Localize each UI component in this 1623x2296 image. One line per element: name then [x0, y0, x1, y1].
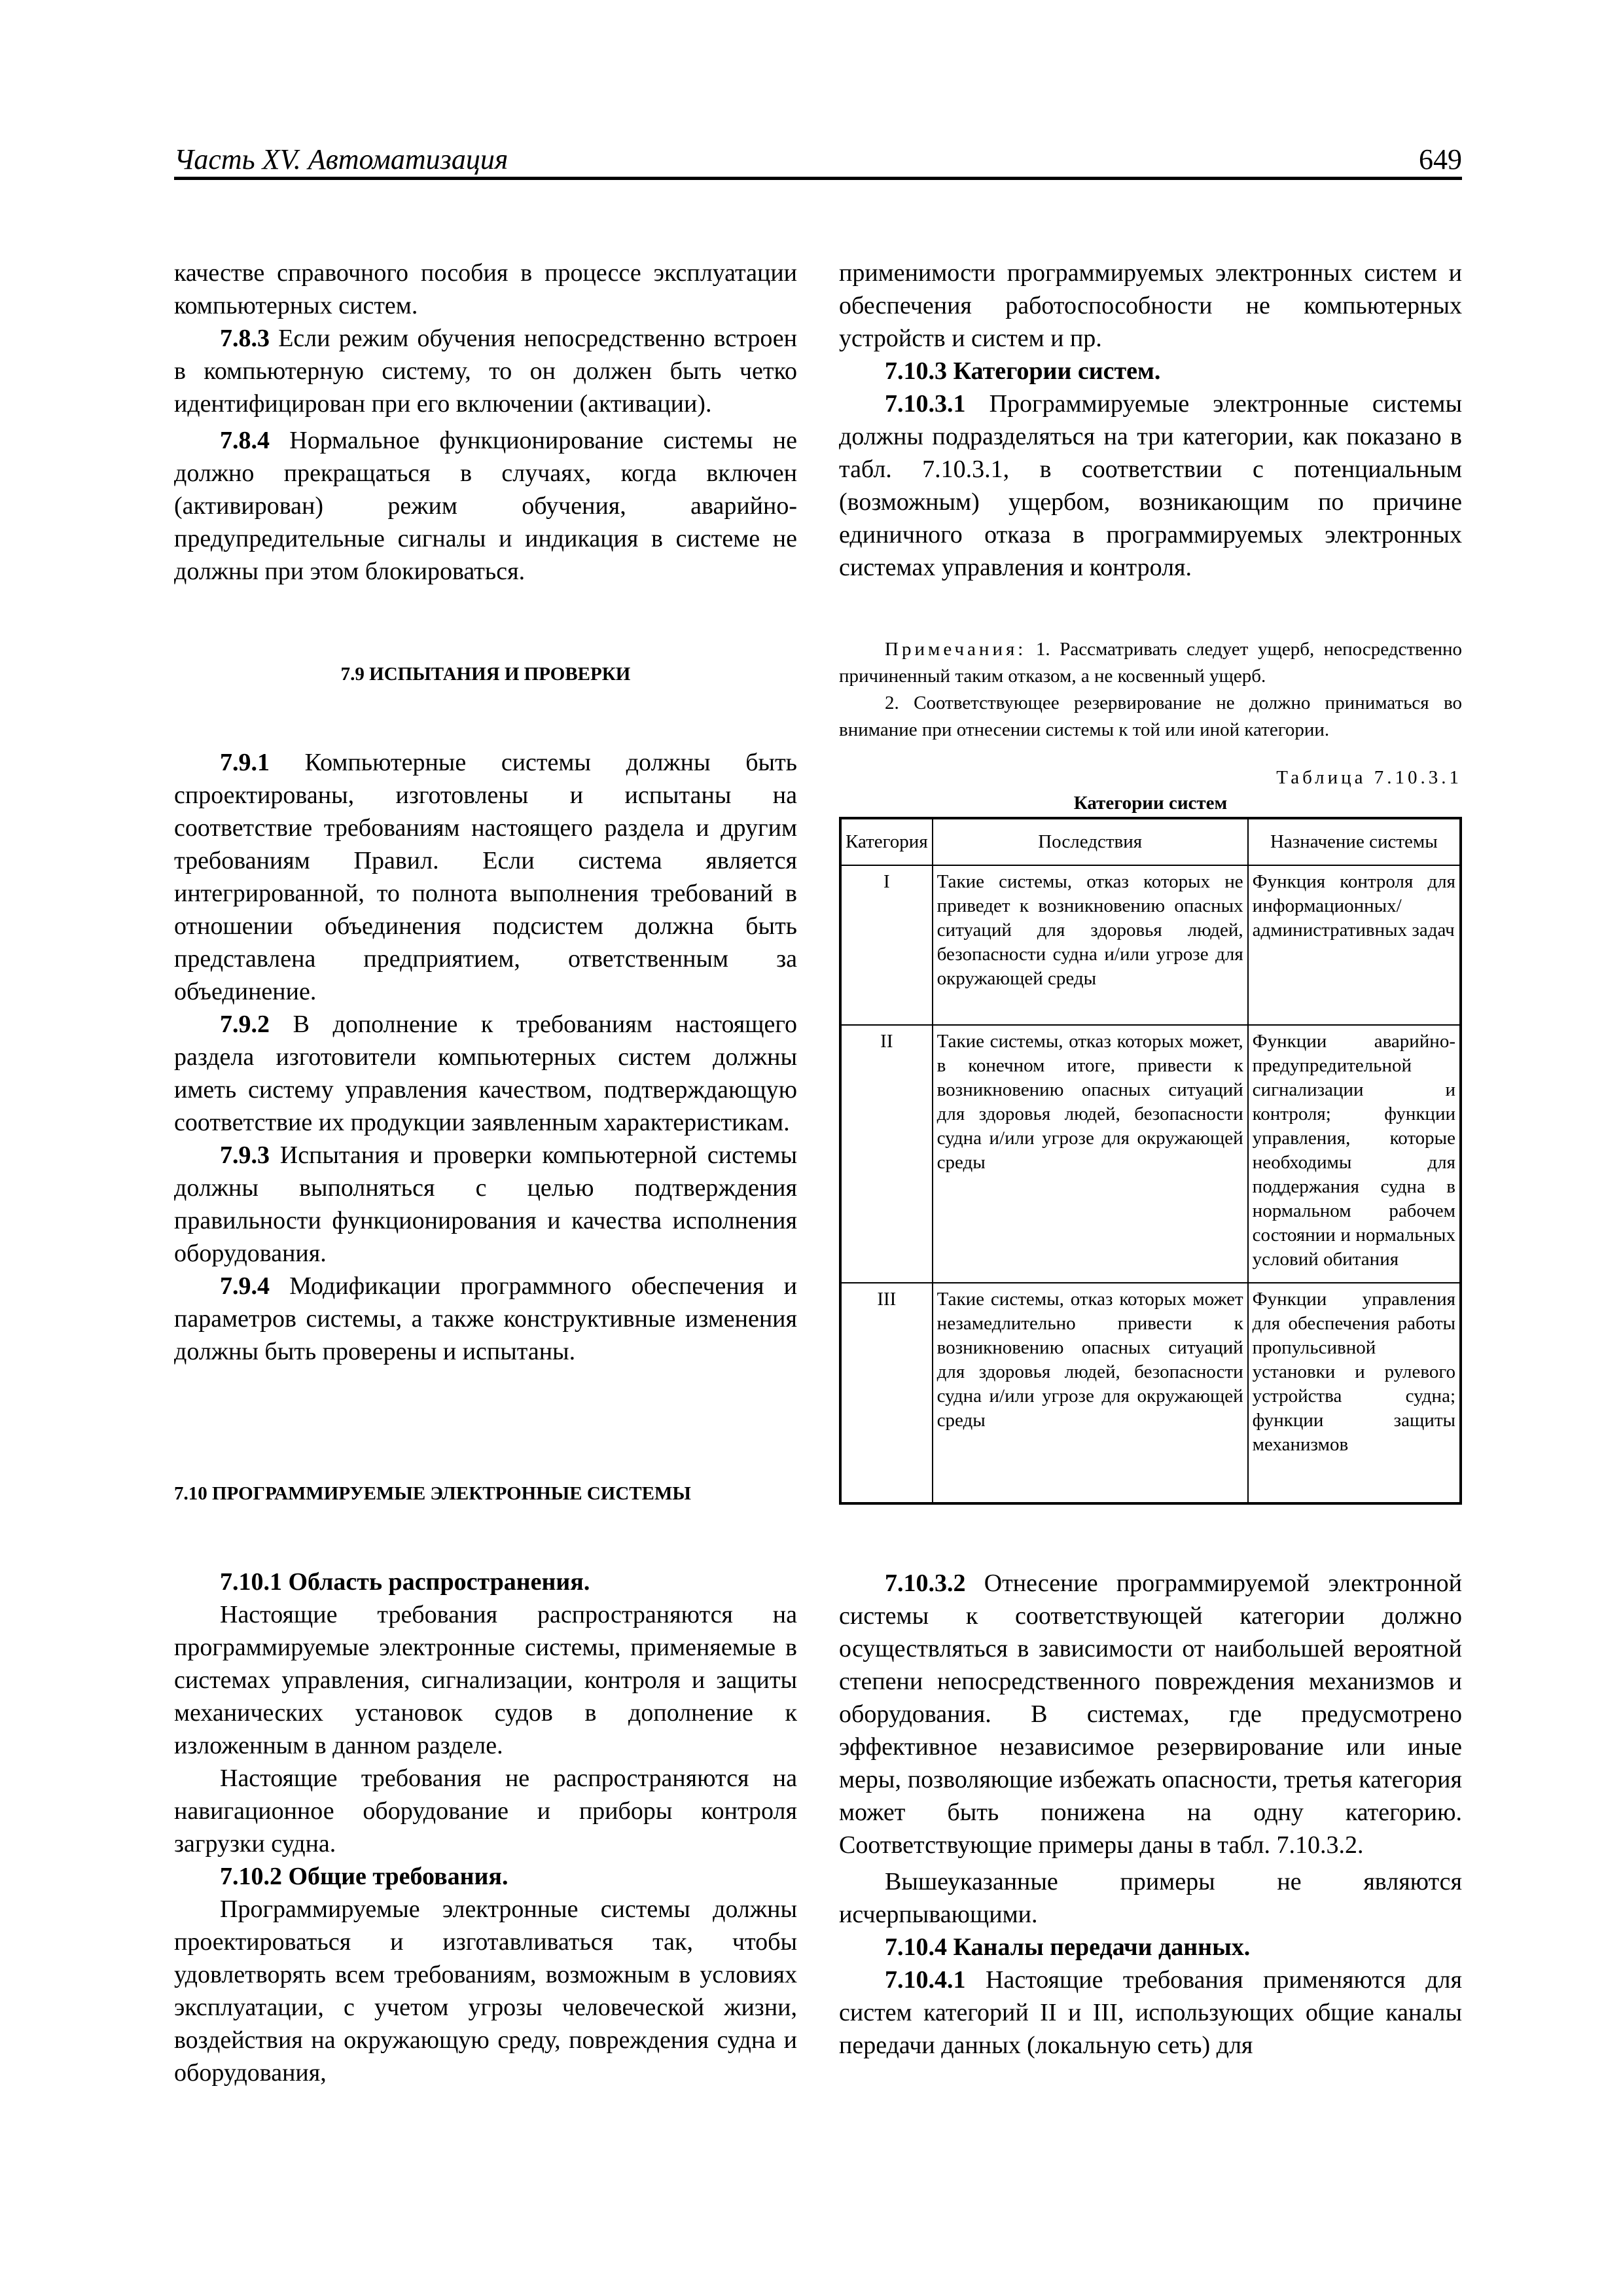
section-7-10-body [174, 1566, 797, 2089]
clause-number: 7.10.3.2 [885, 1570, 966, 1597]
table-row [840, 865, 1461, 1025]
cell-consequence: Такие системы, отказ которых может, в конечном итоге, привести к возникновению опасных ситуаций для здоровья людей, безопасности судна и/или угрозе для окружающей среды [933, 1025, 1248, 1283]
cell-category: II [840, 1025, 933, 1283]
left-column-top [174, 257, 797, 588]
paragraph: Программируемые электронные системы должны проектироваться и изготавливаться так, чтобы удовлетворять всем требованиям, возможным в условиях эксплуатации, с учетом угрозы человеческой жизни, воздействия на окружающую среду, повреждения судна и оборудования, [174, 1895, 797, 2087]
categories-table [839, 817, 1462, 1505]
table-row [840, 1283, 1461, 1503]
clause-number: 7.10.3.1 [885, 390, 966, 418]
table-title: Категории систем [1073, 793, 1228, 814]
paragraph: качестве справочного пособия в процессе эксплуатации компьютерных систем. [174, 259, 797, 319]
table-header-row [840, 818, 1461, 865]
note-2: 2. Соответствующее резервирование не должно приниматься во внимание при отнесении системы к той или иной категории. [839, 692, 1462, 740]
section-heading-7-9: 7.9 ИСПЫТАНИЯ И ПРОВЕРКИ [340, 664, 631, 685]
subheading-7-10-2: 7.10.2 Общие требования. [220, 1863, 508, 1890]
paragraph-7-9-4: 7.9.4 Модификации программного обеспечения и параметров системы, а также конструктивные изменения должны быть проверены и испытаны. [174, 1272, 797, 1365]
header-consequences: Последствия [933, 818, 1248, 865]
header-title: Часть XV. Автоматизация [174, 143, 508, 175]
cell-consequence: Такие системы, отказ которых может незамедлительно привести к возникновению опасных ситуаций для здоровья людей, безопасности судна и/или угрозе для окружающей среды [933, 1283, 1248, 1503]
right-column-top [839, 257, 1462, 584]
section-heading-7-10: 7.10 ПРОГРАММИРУЕМЫЕ ЭЛЕКТРОННЫЕ СИСТЕМЫ [174, 1483, 691, 1504]
paragraph-7-10-3-1: 7.10.3.1 Программируемые электронные системы должны подразделяться на три категории, как показано в табл. 7.10.3.1, в соответствии с потенциальным (возможным) ущербом, возникающим по причине единичного отказа в программируемых электронных системах управления и контроля. [839, 390, 1462, 581]
subheading-7-10-4: 7.10.4 Каналы передачи данных. [885, 1933, 1251, 1961]
header-purpose: Назначение системы [1248, 818, 1461, 865]
cell-purpose: Функции аварийно-предупредительной сигнализации и контроля; функции управления, которые необходимы для поддержания судна в нормальном рабочем состоянии и нормальных условий обитания [1248, 1025, 1461, 1283]
header-category: Категория [840, 818, 933, 865]
paragraph-7-8-4: 7.8.4 Нормальное функционирование системы не должно прекращаться в случаях, когда включен (активирован) режим обучения, аварийно-предупредительные сигналы и индикация в системе не должны при этом блокироваться. [174, 427, 797, 585]
clause-number: 7.9.3 [220, 1141, 270, 1169]
paragraph-7-9-3: 7.9.3 Испытания и проверки компьютерной системы должны выполняться с целью подтверждения правильности функционирования и качества исполнения оборудования. [174, 1141, 797, 1267]
table-row [840, 1025, 1461, 1283]
clause-number: 7.8.4 [220, 427, 270, 454]
notes-label: Примечания: [885, 639, 1027, 660]
clause-number: 7.10.4.1 [885, 1966, 966, 1994]
page-number: 649 [1419, 143, 1462, 175]
notes-block [839, 636, 1462, 744]
paragraph: Настоящие требования распространяются на программируемые электронные системы, применяемые в системах управления, сигнализации, контроля и защиты механических установок судов в дополнение к изложенным в данном разделе. [174, 1601, 797, 1759]
cell-purpose: Функция контроля для информационных/административных задач [1248, 865, 1461, 1025]
note-1: Примечания: 1. Рассматривать следует ущерб, непосредственно причиненный таким отказом, а не косвенный ущерб. [839, 639, 1462, 687]
running-header [174, 139, 1462, 178]
paragraph-7-10-4-1: 7.10.4.1 Настоящие требования применяются для систем категорий II и III, использующих общие каналы передачи данных (локальную сеть) для [839, 1966, 1462, 2059]
clause-number: 7.9.2 [220, 1011, 270, 1038]
cell-category: I [840, 865, 933, 1025]
cell-consequence: Такие системы, отказ которых не приведет к возникновению опасных ситуаций для здоровья людей, безопасности судна и/или угрозе для окружающей среды [933, 865, 1248, 1025]
cell-category: III [840, 1283, 933, 1503]
paragraph: Настоящие требования не распространяются на навигационное оборудование и приборы контроля загрузки судна. [174, 1765, 797, 1857]
paragraph-7-10-3-2: 7.10.3.2 Отнесение программируемой электронной системы к соответствующей категории должно осуществляться в зависимости от наибольшей вероятной степени непосредственного повреждения механизмов и оборудования. В системах, где предусмотрено эффективное независимое резервирование или иные меры, позволяющие избежать опасности, третья категория может быть понижена на одну категорию. Соответствующие примеры даны в табл. 7.10.3.2. [839, 1570, 1462, 1859]
paragraph-7-9-1: 7.9.1 Компьютерные системы должны быть спроектированы, изготовлены и испытаны на соответствие требованиям настоящего раздела и другим требованиям Правил. Если система является интегрированной, то полнота выполнения требований в отношении объединения подсистем должна быть представлена предприятием, ответственным за объединение. [174, 749, 797, 1005]
clause-number: 7.8.3 [220, 325, 270, 352]
clause-number: 7.9.4 [220, 1272, 270, 1300]
table-caption: Таблица 7.10.3.1 [1276, 767, 1462, 788]
categories-table-wrapper [839, 817, 1462, 1505]
section-7-9-body [174, 746, 797, 1368]
right-column-bottom [839, 1567, 1462, 2062]
paragraph: Вышеуказанные примеры не являются исчерпывающими. [839, 1868, 1462, 1928]
paragraph-7-9-2: 7.9.2 В дополнение к требованиям настоящего раздела изготовители компьютерных систем должны иметь систему управления качеством, подтверждающую соответствие их продукции заявленным характеристикам. [174, 1011, 797, 1136]
paragraph-7-8-3: 7.8.3 Если режим обучения непосредственно встроен в компьютерную систему, то он должен быть четко идентифицирован при его включении (активации). [174, 325, 797, 418]
paragraph: применимости программируемых электронных систем и обеспечения работоспособности не компьютерных устройств и систем и пр. [839, 259, 1462, 352]
cell-purpose: Функции управления для обеспечения работы пропульсивной установки и рулевого устройства судна; функции защиты механизмов [1248, 1283, 1461, 1503]
clause-number: 7.9.1 [220, 749, 270, 776]
header-rule [174, 177, 1462, 180]
subheading-7-10-1: 7.10.1 Область распространения. [220, 1568, 590, 1596]
subheading-7-10-3: 7.10.3 Категории систем. [885, 357, 1161, 385]
